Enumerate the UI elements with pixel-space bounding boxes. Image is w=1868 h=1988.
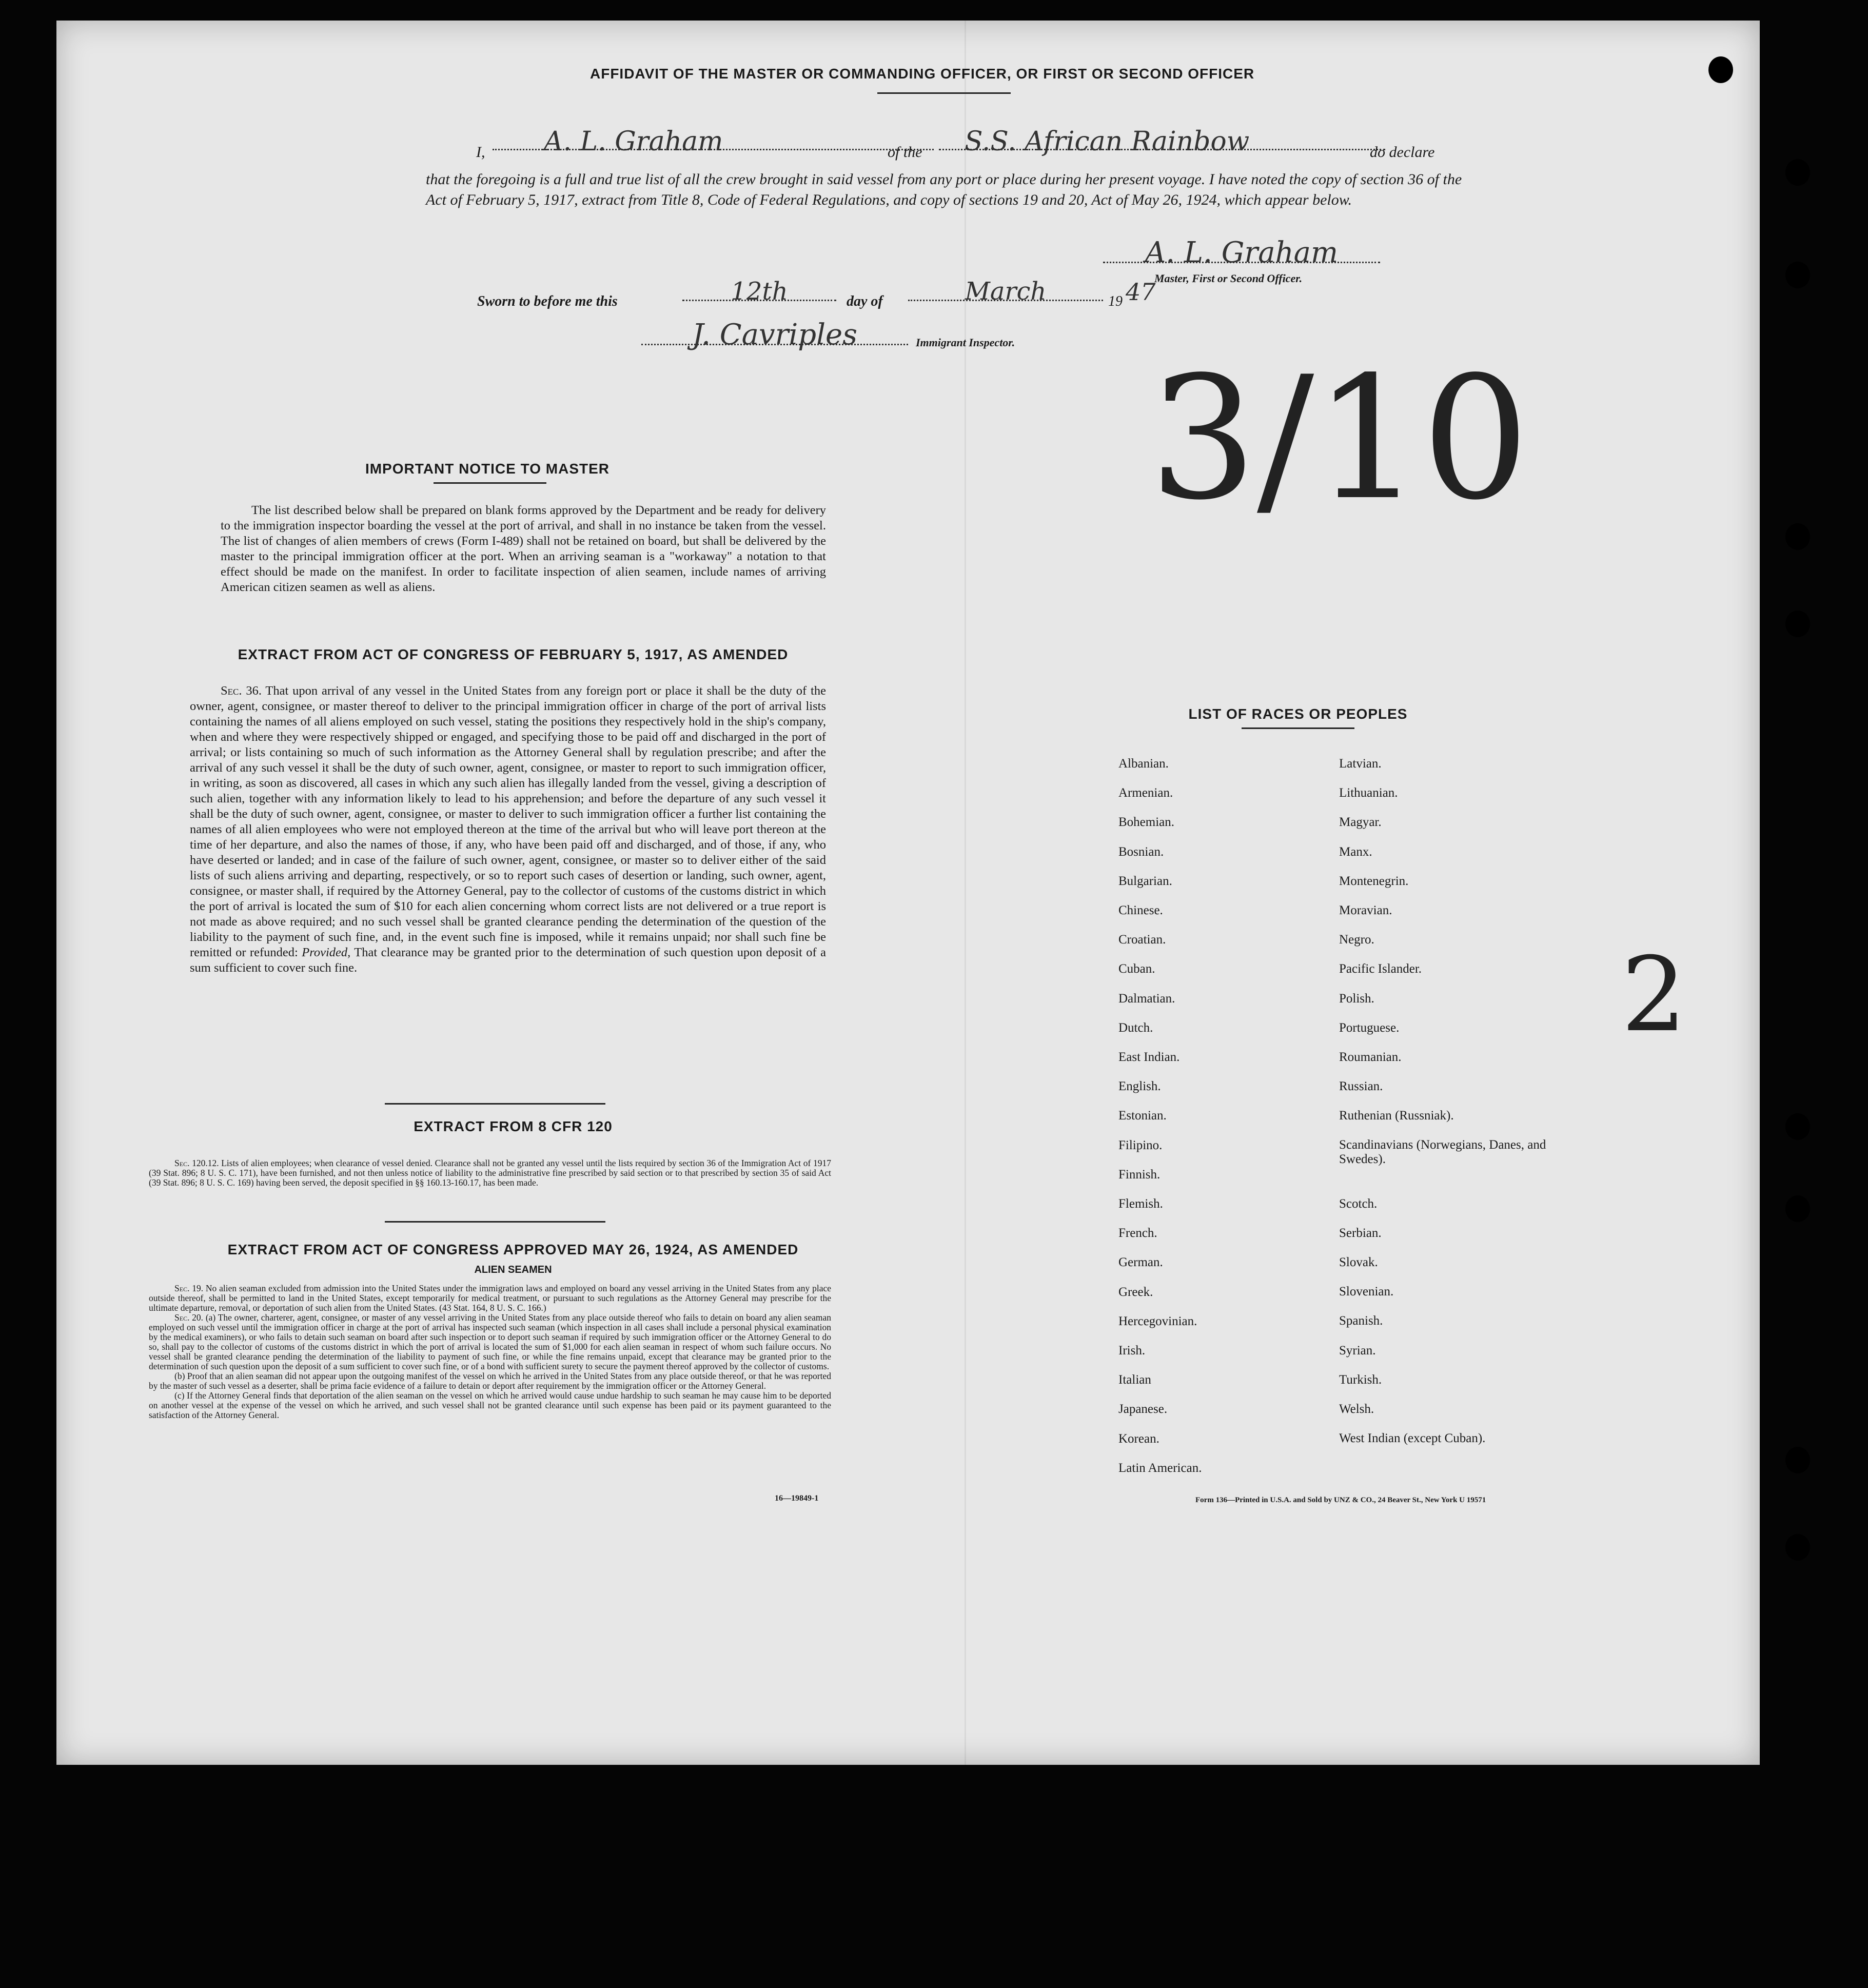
race-item: French.: [1118, 1226, 1157, 1241]
of-the-label: of the: [888, 144, 922, 161]
cfr-title: EXTRACT FROM 8 CFR 120: [414, 1118, 613, 1134]
race-item: Croatian.: [1118, 933, 1166, 947]
extract-1917-body: [190, 683, 826, 976]
race-item: Greek.: [1118, 1285, 1153, 1299]
punch-hole: [1785, 1447, 1810, 1473]
sec20a-text: (a) The owner, charterer, agent, consignee, or master of any vessel arriving in the United States from any place outside thereof who fails to detain on board any alien seaman employed on such vessel until the immigration officer in charge at the port of arrival has inspected such seaman (which inspection in all cases shall include a personal physical examination by the medical examiners), or who fails to detain such seaman on board after such inspection or to deport such seaman if required by such immigration officer or the Attorney General to do so, shall pay to the collector of customs of the customs district in which the port of arrival is located the sum of $1,000 for each alien seaman in respect of whom such failure occurs. No vessel shall be granted clearance pending the determination of the liability to payment of such fine, or while the fine remains unpaid, except that clearance may be granted prior to the determination of such question upon the deposit of a sum sufficient to cover such fine, or of a bond with sufficient surety to secure the payment thereof approved by the collector of customs.: [149, 1312, 832, 1371]
do-declare-label: do declare: [1370, 144, 1435, 161]
race-item: East Indian.: [1118, 1050, 1180, 1065]
print-code: 16—19849-1: [775, 1494, 819, 1503]
race-item: Syrian.: [1339, 1343, 1376, 1357]
inspector-signature: J. Cavriples: [641, 318, 908, 345]
race-item: Welsh.: [1339, 1402, 1374, 1416]
affidavit-page: [56, 21, 1760, 1765]
sec20b-text: (b) Proof that an alien seaman did not appear upon the outgoing manifest of the vessel on which he arrived in the United States from any place outside thereof, or that he was reported by the master of such vessel as a deserter, shall be prima facie evidence of a failure to detain or deport after requirement by the immigration officer or the Attorney General.: [149, 1371, 831, 1391]
declaration-text: that the foregoing is a full and true list of all the crew brought in said vessel from any port or place during her present voyage. I have noted the copy of section 36 of the Act of February 5, 1917, extract from Title 8, Code of Federal Regulations, and copy of sections 19 and 20, Act of May 26, 1924, which appear below.: [426, 171, 1462, 208]
races-title: LIST OF RACES OR PEOPLES: [1188, 706, 1408, 722]
sec20a-paragraph: [149, 1313, 831, 1371]
year-prefix: 19: [1108, 293, 1123, 309]
race-item: Irish.: [1118, 1344, 1146, 1358]
race-item: Pacific Islander.: [1339, 962, 1422, 976]
race-item: Spanish.: [1339, 1314, 1383, 1328]
punch-hole: [1785, 1195, 1810, 1222]
sec19-paragraph: [149, 1284, 831, 1313]
race-item: Italian: [1118, 1373, 1151, 1387]
sec19-label: Sec. 19.: [174, 1283, 204, 1293]
notice-rule: [434, 482, 546, 484]
race-item: Manx.: [1339, 844, 1372, 859]
race-item: Roumanian.: [1339, 1050, 1402, 1065]
race-item: Magyar.: [1339, 815, 1382, 830]
inspector-caption: Immigrant Inspector.: [916, 336, 1015, 349]
sec36-label: Sec. 36.: [221, 684, 262, 698]
alien-seamen-subtitle: ALIEN SEAMEN: [474, 1264, 552, 1275]
notice-title: IMPORTANT NOTICE TO MASTER: [365, 461, 610, 477]
race-item: Armenian.: [1118, 786, 1173, 800]
punch-hole: [1785, 262, 1810, 288]
race-item: Latin American.: [1118, 1461, 1202, 1475]
race-item: Montenegrin.: [1339, 874, 1409, 888]
punch-hole: [1785, 1113, 1810, 1140]
race-item: Serbian.: [1339, 1226, 1382, 1240]
sec36-text: That upon arrival of any vessel in the United States from any foreign port or place it shall be the duty of the owner, agent, consignee, or master thereof to deliver to the principal immigration officer in charge of the port of arrival lists containing the names of all aliens employed on such vessel, stating the positions they respectively hold in the ship's company, when and where they were respectively shipped or engaged, and specifying those to be paid off and discharged in the port of arrival; or lists containing so much of such information as the Attorney General shall by regulation prescribe; and after the arrival of any such vessel it shall be the duty of such owner, agent, consignee, or master to report to such immigration officer, in writing, as soon as discovered, all cases in which any such alien has illegally landed from the vessel, giving a description of such alien, together with any information likely to lead to his apprehension; and before the departure of any such vessel it shall be the duty of such owner, agent, consignee, or master to deliver to such immigration officer a further list containing the names of all alien employees who were not employed thereon at the time of the arrival but who will leave port thereon at the time of her departure, and also the names of those, if any, who have been paid off and discharged, and of those, if any, who have deserted or landed; and in case of the failure of such owner, agent, consignee, or master so to deliver either of the said lists of such aliens arriving and departing, respectively, or so to report such cases of desertion or landing, such owner, agent, consignee, or master shall, if required by the Attorney General, pay to the collector of customs of the customs district in which the port of arrival is located the sum of $10 for each alien concerning whom correct lists are not delivered or a true report is not made as above required; and no such vessel shall be granted clearance pending the determination of the question of the liability to the payment of such fine, and, in the event such fine is imposed, while it remains unpaid; nor shall such fine be remitted or refunded:: [190, 684, 826, 959]
races-rule: [1242, 727, 1354, 729]
race-item: Scotch.: [1339, 1196, 1378, 1211]
races-right-column: [1339, 749, 1585, 1453]
race-item: Bulgarian.: [1118, 874, 1172, 888]
sworn-month: March: [908, 277, 1103, 301]
race-item: Ruthenian (Russniak).: [1339, 1109, 1454, 1123]
proviso-label: Provided,: [302, 946, 351, 959]
race-item: Slovenian.: [1339, 1285, 1394, 1299]
race-item: Moravian.: [1339, 903, 1392, 918]
signer-name: A. L. Graham: [493, 126, 934, 150]
race-item: Lithuanian.: [1339, 786, 1398, 800]
extract-1917-title: EXTRACT FROM ACT OF CONGRESS OF FEBRUARY 5, 1917, AS AMENDED: [238, 646, 789, 662]
race-item: Japanese.: [1118, 1402, 1168, 1416]
punch-hole: [1785, 611, 1810, 637]
race-item: English.: [1118, 1079, 1161, 1094]
sworn-year: 47: [1126, 278, 1156, 306]
punch-hole: [1708, 56, 1733, 83]
race-item: Filipino.: [1118, 1138, 1163, 1152]
race-item: Turkish.: [1339, 1372, 1382, 1387]
1924-top-rule: [385, 1221, 605, 1223]
race-item: Negro.: [1339, 933, 1374, 947]
race-item: Polish.: [1339, 991, 1374, 1006]
sec20c-text: (c) If the Attorney General finds that deportation of the alien seaman on the vessel on which he arrived would cause undue hardship to such seaman he may cause him to be deported on another vessel at the expense of the vessel on which he arrived, and such vessel shall not be granted clearance until such expense has been paid or its payment guaranteed to the satisfaction of the Attorney General.: [149, 1390, 831, 1420]
sworn-label: Sworn to before me this: [477, 293, 618, 309]
cfr-sec-text: Lists of alien employees; when clearance of vessel denied. Clearance shall not be granted any vessel until the lists required by section 36 of the Immigration Act of 1917 (39 Stat. 896; 8 U. S. C. 171), have been furnished, and not then unless notice of liability to the administrative fine prescribed by said section or to that prescribed by section 35 of said Act (39 Stat. 896; 8 U. S. C. 169) having been served, the deposit specified in §§ 160.13-160.17, has been made.: [149, 1158, 832, 1188]
race-item: Bosnian.: [1118, 844, 1164, 859]
title-rule: [877, 92, 1011, 94]
extract-1924-body: [149, 1284, 831, 1420]
race-item: Latvian.: [1339, 757, 1382, 771]
extract-1924-title: EXTRACT FROM ACT OF CONGRESS APPROVED MAY 26, 1924, AS AMENDED: [227, 1242, 799, 1257]
handwritten-margin-number: 2: [1621, 935, 1687, 1055]
sec20-label: Sec. 20.: [174, 1312, 204, 1323]
sworn-day: 12th: [682, 277, 836, 301]
race-item: Hercegovinian.: [1118, 1314, 1197, 1328]
sec19-text: No alien seaman excluded from admission into the United States under the immigration laws and employed on board any vessel arriving in the United States from any place outside thereof, shall be permitted to land in the United States, except temporarily for medical treatment, or pursuant to such regulations as the Attorney General may prescribe for the ultimate departure, removal, or deportation of such alien from the United States. (43 Stat. 164, 8 U. S. C. 166.): [149, 1283, 831, 1313]
master-caption: Master, First or Second Officer.: [1154, 272, 1303, 285]
race-item: Albanian.: [1118, 757, 1169, 771]
races-left-column: [1118, 749, 1334, 1483]
race-item: Estonian.: [1118, 1109, 1167, 1123]
race-item: Cuban.: [1118, 962, 1155, 976]
master-signature: A. L. Graham: [1103, 236, 1380, 263]
cfr-sec-label: Sec. 120.12.: [174, 1158, 219, 1168]
affidavit-title: AFFIDAVIT OF THE MASTER OR COMMANDING OFFICER, OR FIRST OR SECOND OFFICER: [590, 66, 1255, 82]
race-item: Slovak.: [1339, 1255, 1378, 1270]
vessel-name: S.S. African Rainbow: [939, 126, 1385, 150]
race-item: Finnish.: [1118, 1167, 1161, 1182]
race-item: Bohemian.: [1118, 815, 1175, 830]
race-item: German.: [1118, 1255, 1163, 1270]
race-item: Korean.: [1118, 1431, 1159, 1446]
race-item: Russian.: [1339, 1079, 1383, 1094]
punch-hole: [1785, 523, 1810, 550]
cfr-top-rule: [385, 1103, 605, 1105]
cfr-body: [149, 1158, 831, 1188]
race-item: Dalmatian.: [1118, 991, 1175, 1006]
race-item: Dutch.: [1118, 1020, 1153, 1035]
race-item: Chinese.: [1118, 903, 1163, 918]
punch-hole: [1785, 159, 1810, 186]
punch-hole: [1785, 1534, 1810, 1561]
proviso-text: That clearance may be granted prior to the determination of such question upon deposit of a sum sufficient to cover such fine.: [190, 946, 827, 975]
race-item: West Indian (except Cuban).: [1339, 1431, 1486, 1446]
day-of-label: day of: [847, 293, 883, 309]
handwritten-fraction: 3/10: [1149, 340, 1530, 537]
race-item: Scandinavians (Norwegians, Danes, and Swedes).: [1339, 1137, 1546, 1166]
form-imprint: Form 136—Printed in U.S.A. and Sold by UNZ & CO., 24 Beaver St., New York U 19571: [1195, 1496, 1486, 1504]
notice-body: The list described below shall be prepared on blank forms approved by the Department and be ready for delivery to the immigration inspector boarding the vessel at the port of arrival, and shall in no instance be taken from the vessel. The list of changes of alien members of crews (Form I-489) shall not be retained on board, but shall be delivered by the master to the principal immigration officer at the port. When an arriving seaman is a "workaway" a notation to that effect should be made on the manifest. In order to facilitate inspection of alien seamen, include names of arriving American citizen seamen as well as aliens.: [221, 503, 826, 594]
race-item: Portuguese.: [1339, 1020, 1400, 1035]
race-item: Flemish.: [1118, 1197, 1163, 1211]
declare-prefix: I,: [476, 144, 485, 161]
